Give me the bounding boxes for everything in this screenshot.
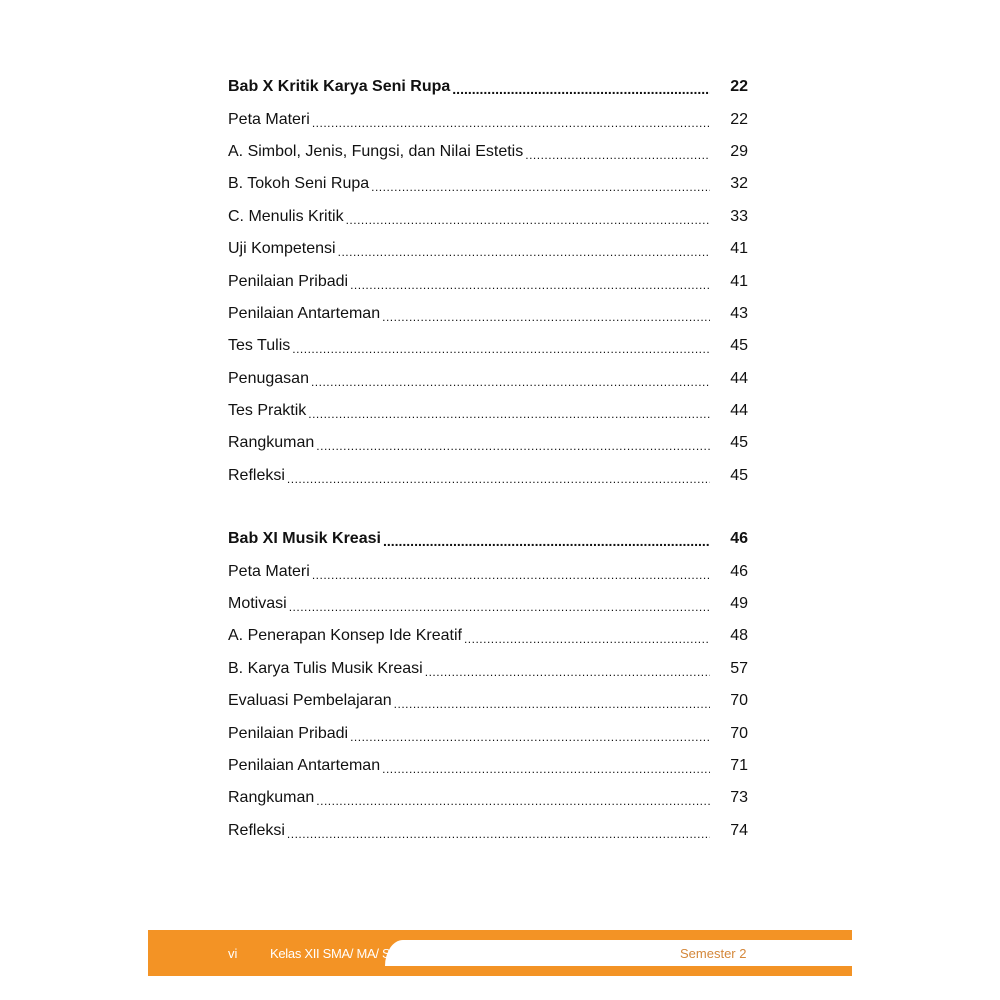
toc-entry-page: 43 — [730, 304, 748, 322]
toc-entry-title: Penugasan — [228, 369, 309, 387]
toc-section-bab-x — [228, 71, 748, 492]
toc-entry-page: 46 — [730, 530, 748, 548]
dot-leader — [464, 632, 710, 646]
toc-entry-title: Tes Tulis — [228, 337, 291, 355]
dot-leader — [316, 794, 710, 808]
toc-entry[interactable] — [228, 620, 748, 652]
toc-entry-title: Evaluasi Pembelajaran — [228, 692, 392, 710]
dot-leader — [350, 278, 710, 292]
toc-entry-page: 44 — [730, 369, 748, 387]
toc-entry-page: 45 — [730, 466, 748, 484]
toc-entry[interactable] — [228, 136, 748, 168]
toc-entry[interactable] — [228, 427, 748, 459]
toc-entry[interactable] — [228, 395, 748, 427]
toc-entry[interactable] — [228, 782, 748, 814]
dot-leader — [525, 148, 710, 162]
dot-leader — [371, 180, 710, 194]
footer-class-label: Kelas XII SMA/ MA/ SMK/ MAK — [270, 946, 444, 961]
toc-entry-title: Penilaian Antarteman — [228, 304, 381, 322]
footer-page-number: vi — [228, 946, 238, 961]
toc-entry[interactable] — [228, 103, 748, 135]
toc-chapter-entry[interactable] — [228, 71, 748, 103]
dot-leader — [292, 342, 710, 356]
toc-entry-page: 32 — [730, 175, 748, 193]
dot-leader — [316, 439, 710, 453]
toc-entry-page: 74 — [730, 821, 748, 839]
toc-entry-title: C. Menulis Kritik — [228, 207, 344, 225]
toc-entry[interactable] — [228, 685, 748, 717]
toc-entry-page: 70 — [730, 692, 748, 710]
toc-entry-page: 44 — [730, 402, 748, 420]
toc-section-bab-xi — [228, 523, 748, 847]
toc-entry[interactable] — [228, 363, 748, 395]
toc-entry-page: 49 — [730, 594, 748, 612]
toc-entry-title: Peta Materi — [228, 562, 310, 580]
toc-entry-title: B. Karya Tulis Musik Kreasi — [228, 659, 423, 677]
toc-entry-page: 48 — [730, 627, 748, 645]
toc-entry-page: 41 — [730, 240, 748, 258]
dot-leader — [350, 730, 710, 744]
page-footer — [148, 930, 852, 976]
toc-entry-title: A. Penerapan Konsep Ide Kreatif — [228, 627, 462, 645]
toc-entry[interactable] — [228, 265, 748, 297]
toc-entry[interactable] — [228, 330, 748, 362]
dot-leader — [308, 407, 710, 421]
toc-entry-page: 45 — [730, 434, 748, 452]
toc-entry-page: 70 — [730, 724, 748, 742]
toc-entry-title: Rangkuman — [228, 789, 315, 807]
toc-entry-title: B. Tokoh Seni Rupa — [228, 175, 370, 193]
toc-entry-title: Rangkuman — [228, 434, 315, 452]
toc-entry-title: Motivasi — [228, 594, 287, 612]
toc-entry-title: Penilaian Pribadi — [228, 724, 349, 742]
toc-entry-page: 57 — [730, 659, 748, 677]
toc-entry[interactable] — [228, 588, 748, 620]
toc-entry-title: Bab X Kritik Karya Seni Rupa — [228, 78, 451, 96]
dot-leader — [382, 310, 710, 324]
dot-leader — [383, 533, 710, 549]
toc-entry[interactable] — [228, 555, 748, 587]
dot-leader — [289, 600, 710, 614]
toc-chapter-entry[interactable] — [228, 523, 748, 555]
dot-leader — [394, 697, 710, 711]
dot-leader — [287, 827, 710, 841]
dot-leader — [312, 568, 710, 582]
toc-entry-title: Bab XI Musik Kreasi — [228, 530, 381, 548]
toc-entry-page: 33 — [730, 207, 748, 225]
toc-entry-page: 73 — [730, 789, 748, 807]
toc-entry-page: 46 — [730, 562, 748, 580]
dot-leader — [287, 472, 710, 486]
toc-entry[interactable] — [228, 750, 748, 782]
toc-entry-page: 22 — [730, 110, 748, 128]
dot-leader — [312, 116, 710, 130]
toc-entry-title: A. Simbol, Jenis, Fungsi, dan Nilai Estetis — [228, 142, 524, 160]
toc-entry-title: Penilaian Antarteman — [228, 756, 381, 774]
toc-entry-title: Refleksi — [228, 821, 285, 839]
toc-entry-page: 41 — [730, 272, 748, 290]
toc-entry[interactable] — [228, 717, 748, 749]
toc-entry-title: Refleksi — [228, 466, 285, 484]
toc-entry-page: 45 — [730, 337, 748, 355]
toc-entry-title: Tes Praktik — [228, 402, 307, 420]
toc-entry[interactable] — [228, 201, 748, 233]
dot-leader — [311, 375, 710, 389]
toc-entry-title: Penilaian Pribadi — [228, 272, 349, 290]
toc-entry[interactable] — [228, 233, 748, 265]
footer-semester: Semester 2 — [680, 946, 747, 961]
toc-entry-title: Peta Materi — [228, 110, 310, 128]
toc-entry[interactable] — [228, 298, 748, 330]
toc-entry[interactable] — [228, 168, 748, 200]
toc-entry[interactable] — [228, 653, 748, 685]
toc-entry-page: 29 — [730, 142, 748, 160]
toc-entry-page: 71 — [730, 756, 748, 774]
toc-entry-page: 22 — [730, 78, 748, 96]
dot-leader — [338, 245, 710, 259]
toc-entry-title: Uji Kompetensi — [228, 240, 336, 258]
dot-leader — [425, 665, 710, 679]
toc-entry[interactable] — [228, 460, 748, 492]
dot-leader — [346, 213, 710, 227]
dot-leader — [382, 762, 710, 776]
toc-entry[interactable] — [228, 815, 748, 847]
footer-tab — [385, 940, 852, 966]
dot-leader — [452, 81, 710, 97]
